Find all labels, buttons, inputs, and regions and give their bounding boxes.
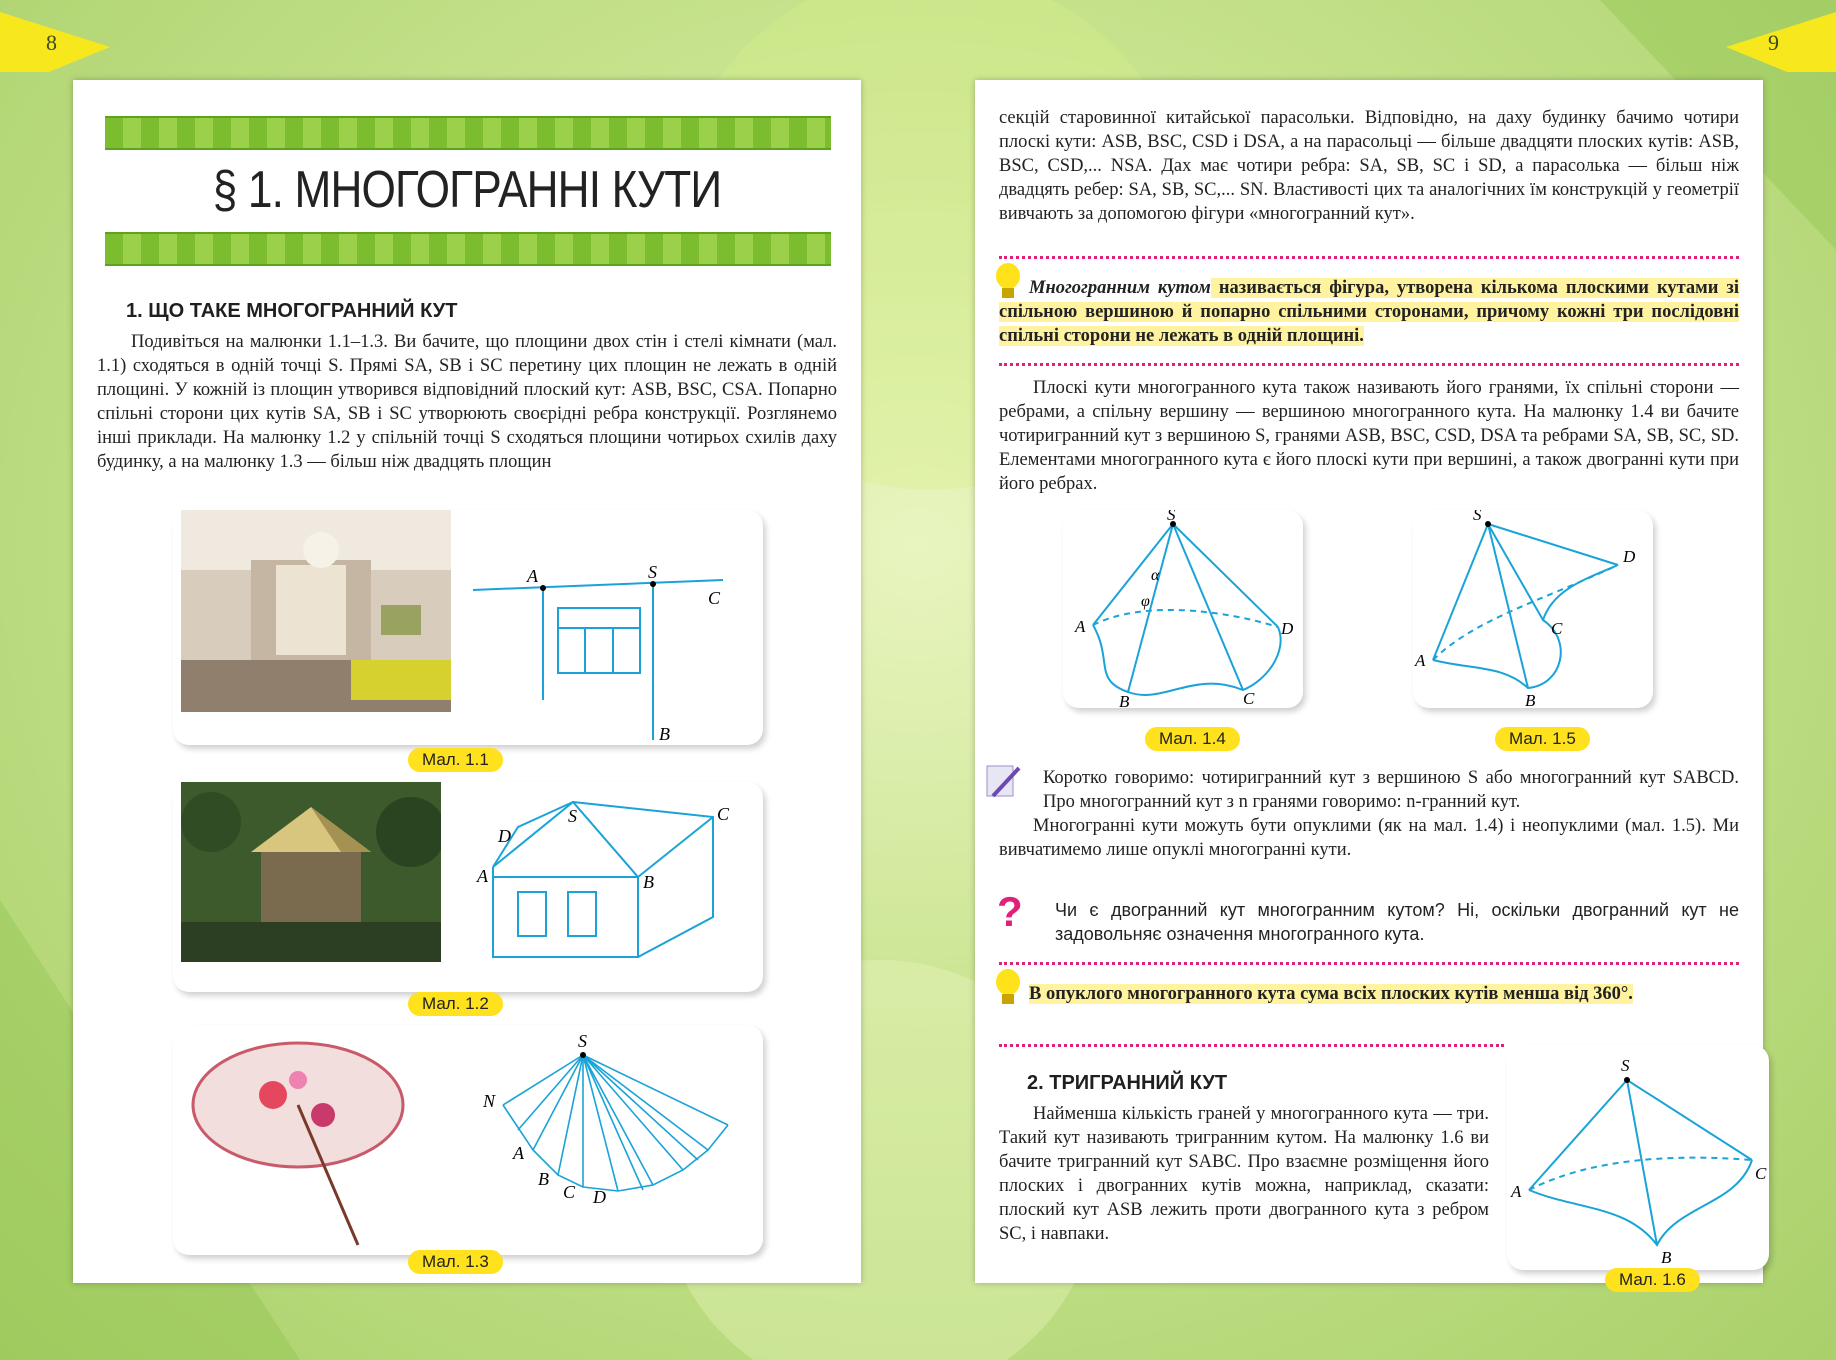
label-d: D — [498, 826, 511, 846]
label-a: A — [477, 866, 488, 886]
label-s: S — [1621, 1056, 1630, 1075]
faces-text: Плоскі кути многогранного кута також називають його гранями, їх спільні сторони — ребрами, а спільну вершину — вершиною многогранного кута. На малюнку 1.4 ви бачите чотиригранний кут з вершиною S, гранями ASB, BSC, CSD, DSA та ребрами SA, SB, SC, SD. Елементами многогранного кута є його плоскі кути при вершині, а також двогранні кути при його ребрах. — [999, 378, 1739, 494]
page-number-right: 9 — [1768, 30, 1779, 55]
label-b: B — [1525, 691, 1536, 708]
figure-1-4 — [1063, 510, 1303, 708]
label-s: S — [1167, 510, 1176, 524]
definition-text: називається фігура, утворена кількома плоскими кутами зі спільною вершиною й попарно спільними сторонами, причому кожні три послідовні спільні сторони не лежать в одній площині. — [999, 278, 1739, 346]
label-a: A — [1511, 1182, 1522, 1201]
figure-1-3-diagram — [483, 1035, 753, 1235]
label-c: C — [708, 588, 721, 608]
label-c: C — [1243, 689, 1255, 708]
question-text: Чи є двогранний кут многогранним кутом? Ні, оскільки двогранний кут не задовольняє означення многогранного кута. — [1055, 900, 1739, 944]
figure-1-2-diagram — [473, 782, 753, 992]
figure-1-6 — [1507, 1045, 1769, 1270]
caption-1-1: Мал. 1.1 — [408, 748, 503, 772]
label-b: B — [538, 1169, 549, 1189]
continuation-text: секцій старовинної китайської парасольки. Відповідно, на даху будинку бачимо чотири плоскі кути: ASB, BSC, CSD і DSA, а на парасольці — більше двадцяти плоских кутів: ASB, BSC, CSD,... NSA. Дах має чотири ребра: SA, SB, SC і SD, а парасолька — більш ніж двадцять ребер: SA, SB, SC,... SN. Властивості цих та аналогічних їм конструкцій у геометрії вивчають за допомогою фігури «многогранний кут». — [999, 108, 1739, 224]
caption-1-2: Мал. 1.2 — [408, 992, 503, 1016]
definition-term: Многогранним кутом — [1029, 278, 1211, 298]
caption-1-5: Мал. 1.5 — [1495, 727, 1590, 751]
label-c: C — [1551, 619, 1563, 638]
label-b: B — [1661, 1248, 1672, 1267]
chapter-title: § 1. МНОГОГРАННІ КУТИ — [212, 161, 722, 219]
section2-text: Найменша кількість граней у многогранного кута — три. Такий кут називають тригранним кутом. На малюнку 1.6 ви бачите тригранний кут SABC. Про взаємне розміщення його плоских і двогранних кутів можна, наприклад, сказати: плоский кут ASB лежить проти двогранного кута з ребром SC, і навпаки. — [999, 1104, 1489, 1244]
svg-text:?: ? — [997, 888, 1023, 932]
label-c: C — [563, 1182, 576, 1202]
short-note: Коротко говоримо: чотиригранний кут з вершиною S або многогранний кут SABCD. Про многогранний кут з n гранями говоримо: n-гранний кут. Многогранні кути можуть бути опуклими (як на мал. 1.4) і неопуклими (мал. 1.5). Ми вивчатимемо лише опуклі многогранні кути. — [999, 768, 1739, 860]
caption-1-3: Мал. 1.3 — [408, 1250, 503, 1274]
page-number-right-tab — [1726, 12, 1836, 72]
room-photo — [181, 510, 451, 712]
figure-1-5-diagram — [1413, 510, 1653, 708]
gazebo-photo — [181, 782, 441, 962]
figure-1-6-diagram — [1507, 1045, 1769, 1270]
theorem-bottom-rule — [999, 1044, 1504, 1047]
figure-1-1 — [173, 510, 763, 745]
label-s: S — [568, 806, 577, 826]
label-b: B — [643, 872, 654, 892]
label-a: A — [1075, 617, 1086, 636]
label-b: B — [659, 724, 670, 740]
section2-heading: 2. ТРИГРАННИЙ КУТ — [1027, 1072, 1228, 1094]
label-d: D — [1281, 619, 1294, 638]
label-d: D — [593, 1187, 606, 1207]
caption-1-6: Мал. 1.6 — [1605, 1268, 1700, 1292]
title-band-bottom — [105, 232, 831, 266]
figure-1-3 — [173, 1025, 763, 1255]
label-a: A — [527, 566, 538, 586]
question-icon — [995, 888, 1031, 932]
page-number-left: 8 — [46, 30, 57, 55]
figure-1-2 — [173, 782, 763, 992]
figure-1-4-diagram — [1063, 510, 1303, 708]
definition-top-rule — [999, 256, 1739, 259]
umbrella-photo — [183, 1025, 413, 1255]
right-page — [975, 80, 1767, 1289]
figure-1-1-diagram — [473, 540, 743, 740]
left-page — [73, 80, 861, 1283]
caption-1-4: Мал. 1.4 — [1145, 727, 1240, 751]
theorem-text: В опуклого многогранного кута сума всіх плоских кутів менша від 360°. — [1029, 984, 1633, 1004]
theorem-block — [999, 982, 1739, 1006]
label-s: S — [1473, 510, 1482, 524]
label-n: N — [483, 1091, 496, 1111]
definition-block — [999, 276, 1739, 348]
label-s: S — [578, 1035, 587, 1051]
label-alpha: α — [1151, 567, 1160, 584]
label-a: A — [513, 1143, 524, 1163]
theorem-top-rule — [999, 962, 1739, 965]
label-b: B — [1119, 692, 1130, 708]
label-a: A — [1415, 651, 1426, 670]
label-s: S — [648, 562, 657, 582]
definition-bottom-rule — [999, 363, 1739, 366]
label-d: D — [1623, 547, 1636, 566]
label-phi: φ — [1141, 593, 1150, 610]
label-c: C — [1755, 1164, 1767, 1183]
label-c: C — [717, 804, 730, 824]
section1-text: Подивіться на малюнки 1.1–1.3. Ви бачите, що площини двох стін і стелі кімнати (мал. 1.1) сходяться в одній точці S. Прямі SA, SB і SC перетину цих площин не лежать в одній площині. У кожній із площин утворився відповідний плоский кут: ASB, BSC, CSA. Попарно спільні сторони цих кутів SA, SB і SC утворюють своєрідні ребра конструкції. Розглянемо інші приклади. На малюнку 1.2 у спільній точці S сходяться площини чотирьох схилів даху будинку, а на малюнку 1.3 — більш ніж двадцять площин — [97, 332, 837, 472]
title-band-top — [105, 116, 831, 150]
figure-1-5 — [1413, 510, 1653, 708]
section1-heading: 1. ЩО ТАКЕ МНОГОГРАННИЙ КУТ — [126, 300, 458, 322]
